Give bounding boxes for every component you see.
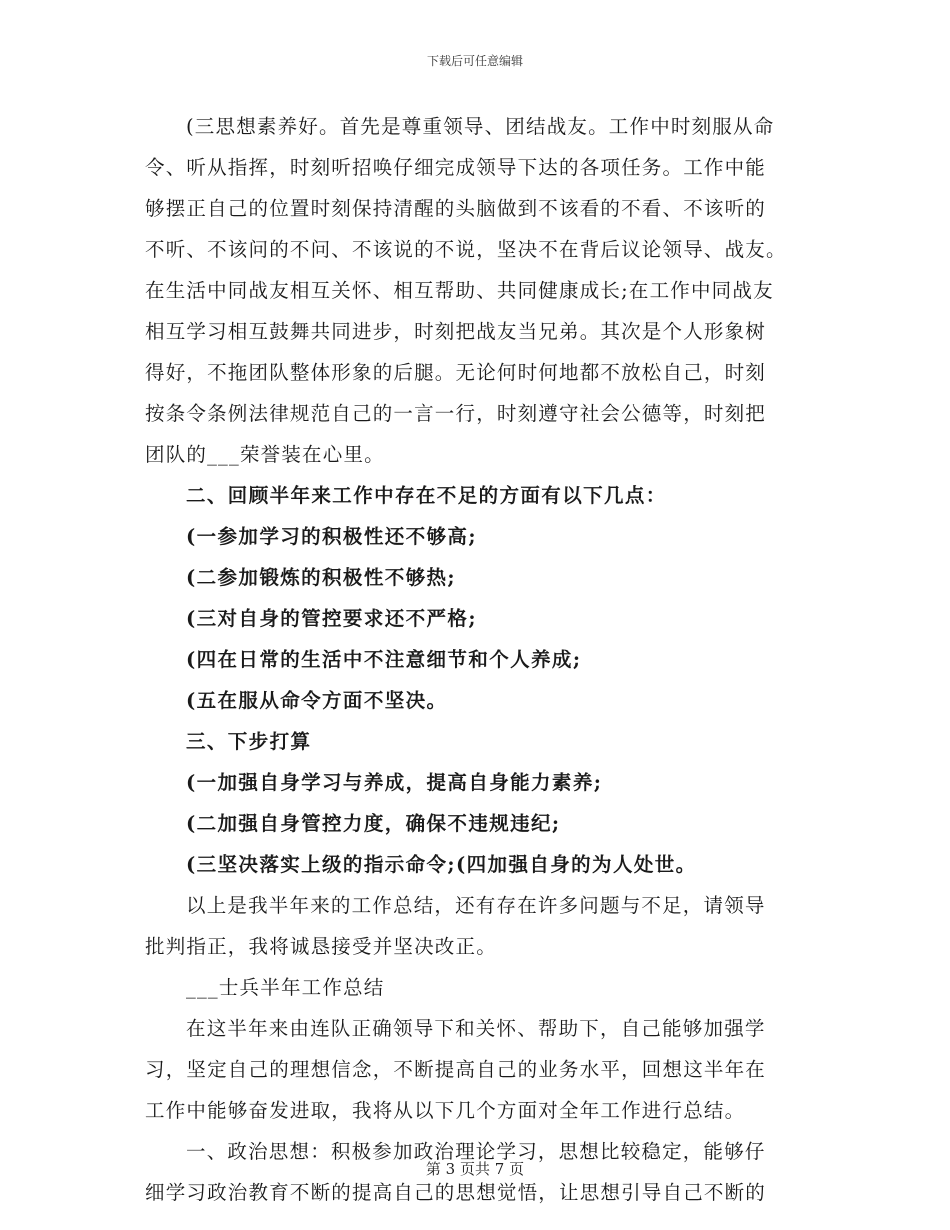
list-item: (二加强自身管控力度，确保不违规违纪; xyxy=(186,812,561,835)
list-item: (三坚决落实上级的指示命令;(四加强自身的为人处世。 xyxy=(186,853,697,876)
list-item: (四在日常的生活中不注意细节和个人养成; xyxy=(186,648,582,671)
list-item: (三对自身的管控要求还不严格; xyxy=(186,607,477,630)
body-line: 相互学习相互鼓舞共同进步，时刻把战友当兄弟。其次是个人形象树 xyxy=(145,320,767,343)
page-number: 第 3 页共 7 页 xyxy=(425,1160,525,1178)
page-header: 下载后可任意编辑 xyxy=(426,54,523,68)
body-line: 够摆正自己的位置时刻保持清醒的头脑做到不该看的不看、不该听的 xyxy=(145,197,767,220)
body-line: 一、政治思想：积极参加政治理论学习，思想比较稳定，能够仔 xyxy=(186,1140,766,1163)
body-line: 以上是我半年来的工作总结，还有存在许多问题与不足，请领导 xyxy=(186,894,766,917)
body-line: 在生活中同战友相互关怀、相互帮助、共同健康成长;在工作中同战友 xyxy=(145,279,774,302)
section-heading: 三、下步打算 xyxy=(186,730,312,753)
list-item: (一加强自身学习与养成，提高自身能力素养; xyxy=(186,771,603,794)
body-line: 得好，不拖团队整体形象的后腿。无论何时何地都不放松自己，时刻 xyxy=(145,361,767,384)
body-line: 不听、不该问的不问、不该说的不说，坚决不在背后议论领导、战友。 xyxy=(145,238,787,261)
body-line: 在这半年来由连队正确领导下和关怀、帮助下，自己能够加强学 xyxy=(186,1017,766,1040)
body-line: 细学习政治教育不断的提高自己的思想觉悟，让思想引导自己不断的 xyxy=(145,1181,767,1204)
body-line: 批判指正，我将诚恳接受并坚决改正。 xyxy=(145,935,497,958)
list-item: (二参加锻炼的积极性不够热; xyxy=(186,566,457,589)
list-item: (五在服从命令方面不坚决。 xyxy=(186,689,448,712)
body-line: 习，坚定自己的理想信念，不断提高自己的业务水平，回想这半年在 xyxy=(145,1058,767,1081)
body-line: 按条令条例法律规范自己的一言一行，时刻遵守社会公德等，时刻把 xyxy=(145,402,767,425)
body-line: 令、听从指挥，时刻听招唤仔细完成领导下达的各项任务。工作中能 xyxy=(145,156,767,179)
document-body xyxy=(145,106,815,1213)
body-line: 工作中能够奋发进取，我将从以下几个方面对全年工作进行总结。 xyxy=(145,1099,746,1122)
section-title: ___士兵半年工作总结 xyxy=(186,976,385,999)
body-line: (三思想素养好。首先是尊重领导、团结战友。工作中时刻服从命 xyxy=(186,115,775,138)
list-item: (一参加学习的积极性还不够高; xyxy=(186,525,477,548)
section-heading: 二、回顾半年来工作中存在不足的方面有以下几点： xyxy=(186,484,667,507)
body-line: 团队的___荣誉装在心里。 xyxy=(145,443,385,466)
